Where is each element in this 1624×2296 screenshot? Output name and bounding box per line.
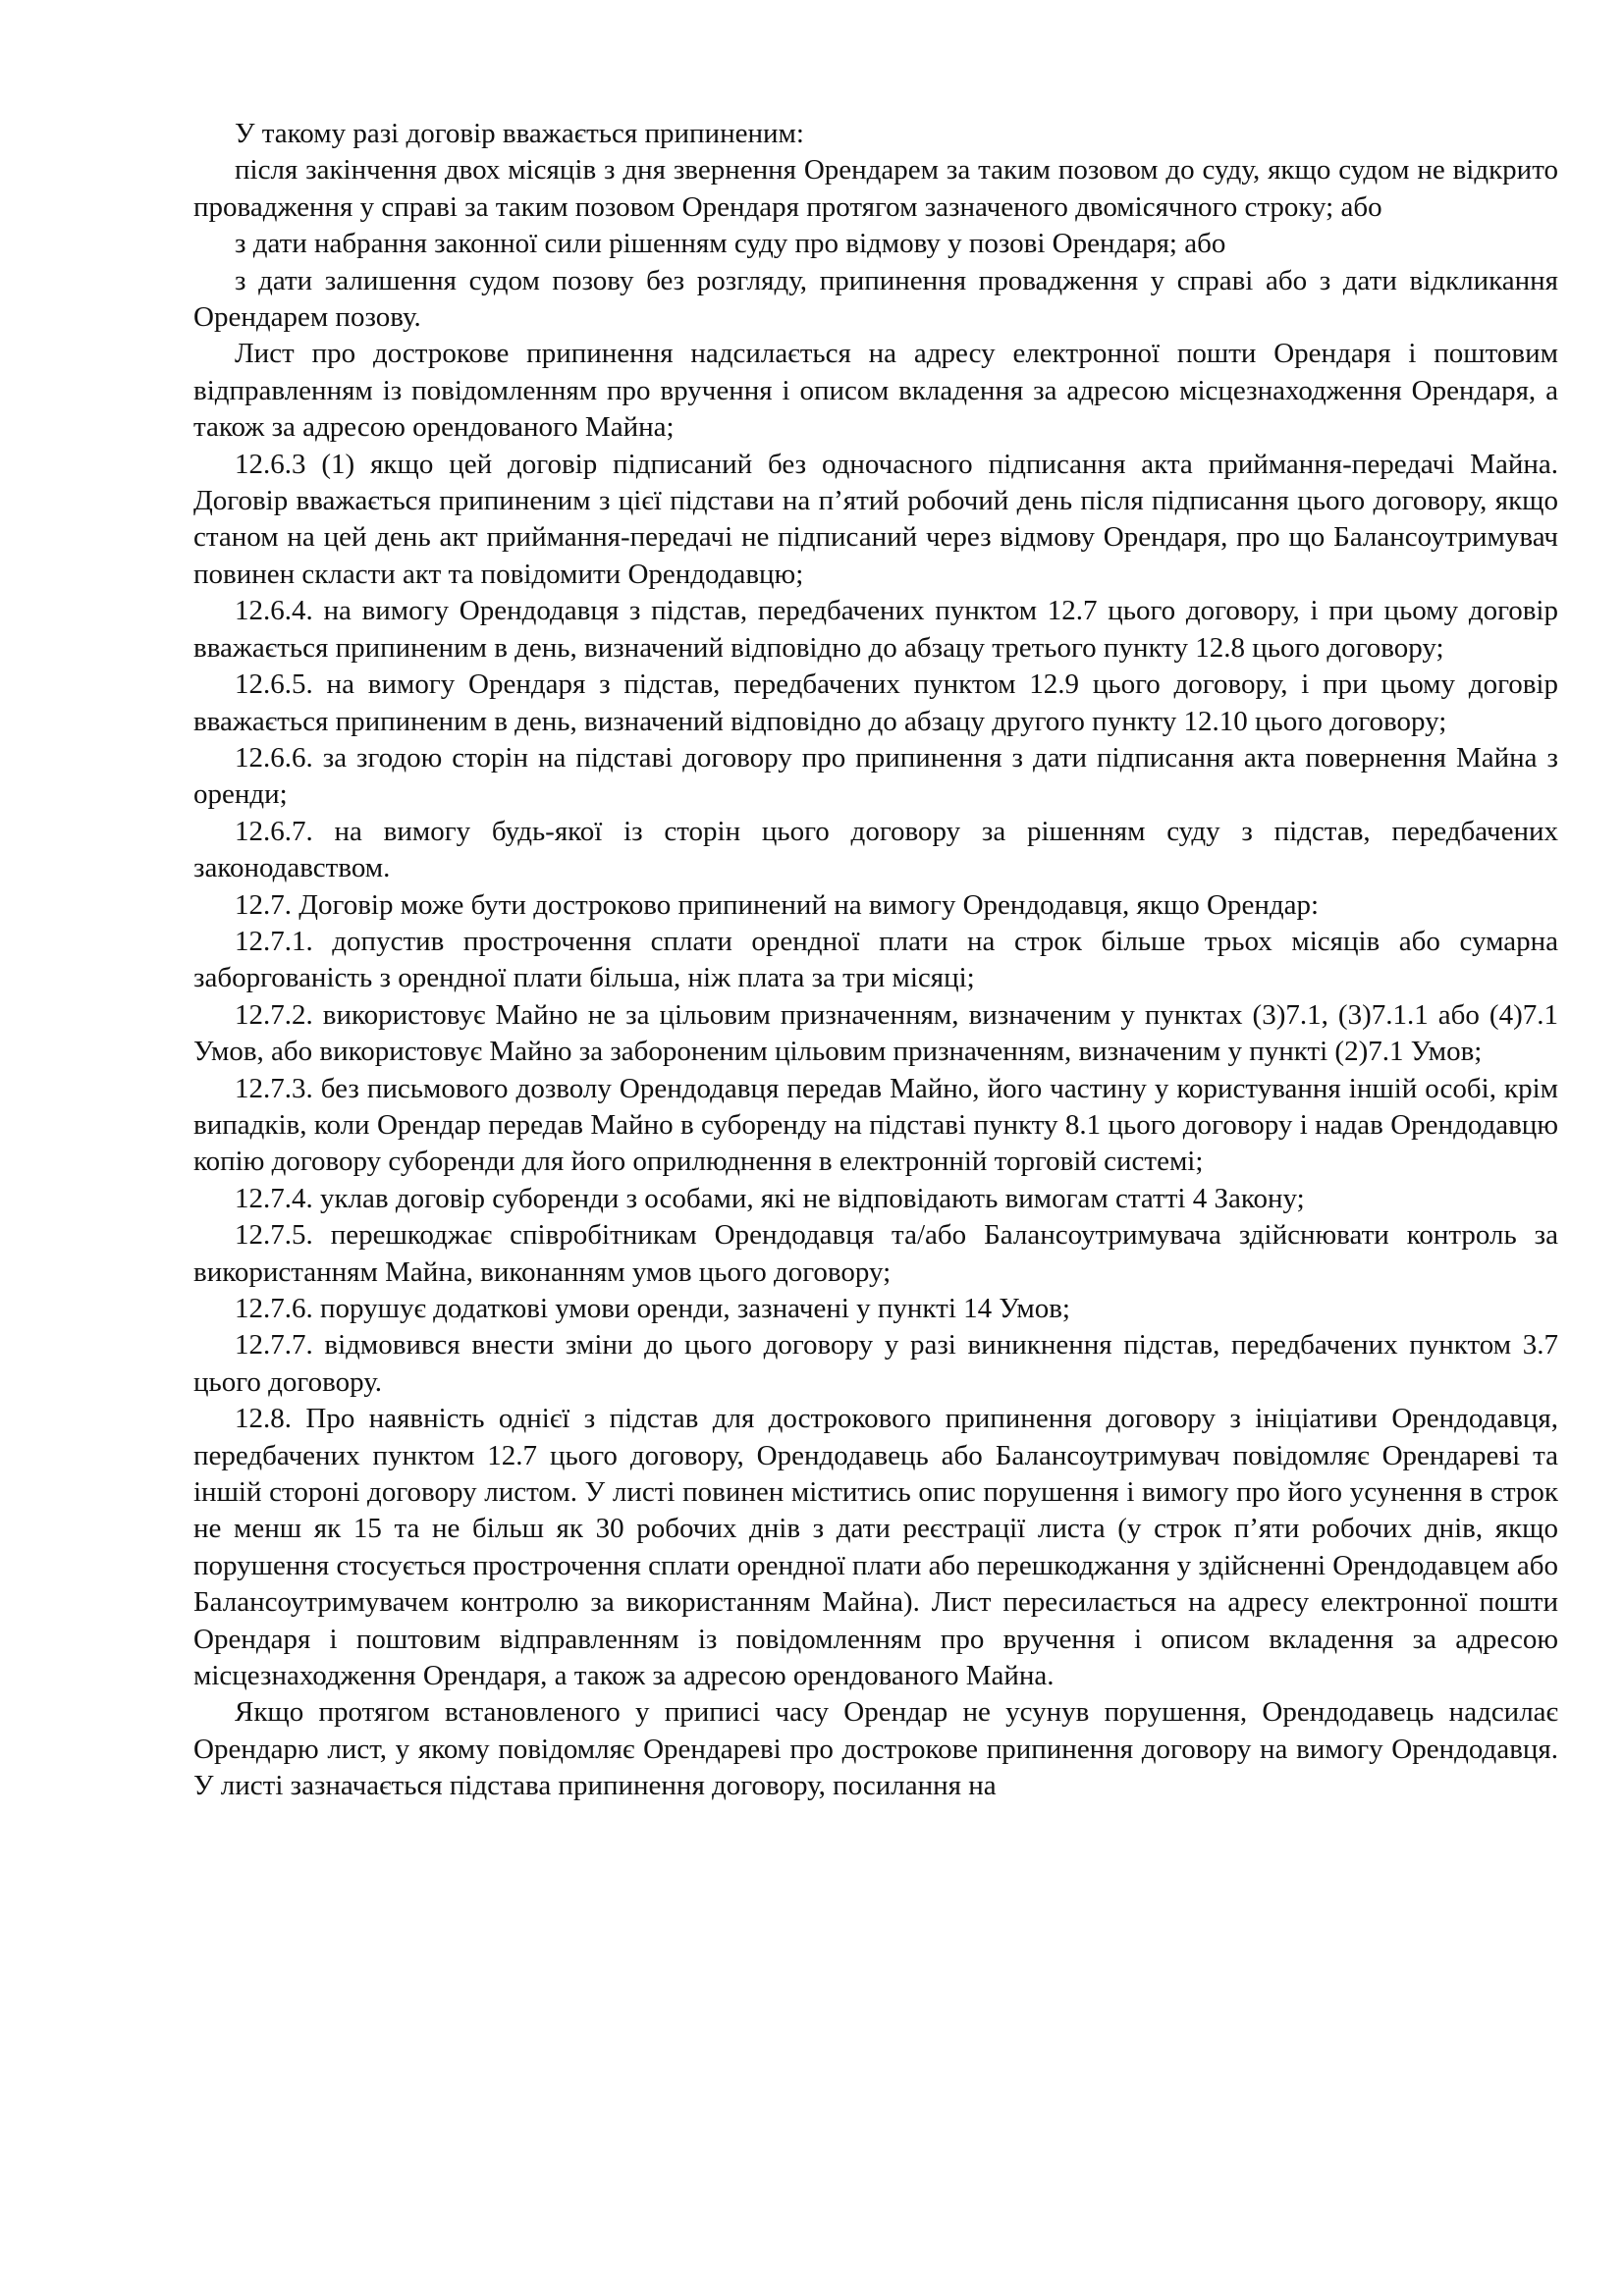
paragraph: 12.8. Про наявність однієї з підстав для дострокового припинення договору з ініціативи Орендодавця, передбачених пунктом 12.7 цього договору, Орендодавець або Балансоутримувач повідомляє Орендареві та іншій стороні договору листом. У листі повинен міститись опис порушення і вимогу про його усунення в строк не менш як 15 та не більш як 30 робочих днів з дати реєстрації листа (у строк п’яти робочих днів, якщо порушення стосується прострочення сплати орендної плати або перешкоджання у здійсненні Орендодавцем або Балансоутримувачем контролю за використанням Майна). Лист пересилається на адресу електронної пошти Орендаря і поштовим відправленням із повідомленням про вручення і описом вкладення за адресою місцезнаходження Орендаря, а також за адресою орендованого Майна. [193,1403,1558,1692]
paragraph: У такому разі договір вважається припиненим: [235,118,804,149]
paragraph: з дати набрання законної сили рішенням суду про відмову у позові Орендаря; або [235,228,1226,260]
paragraph: 12.6.7. на вимогу будь-якої із сторін цього договору за рішенням суду з підстав, передбачених законодавством. [193,815,1558,884]
paragraph: 12.6.6. за згодою сторін на підставі договору про припинення з дати підписання акта повернення Майна з оренди; [193,741,1558,811]
paragraph: 12.6.3 (1) якщо цей договір підписаний без одночасного підписання акта приймання-передачі Майна. Договір вважається припиненим з цієї підстави на п’ятий робочий день після підписання цього договору, якщо станом на цей день акт приймання-передачі не підписаний через відмову Орендаря, про що Балансоутримувач повинен скласти акт та повідомити Орендодавцю; [193,448,1558,590]
document-page [193,116,1558,1805]
paragraph: 12.7.6. порушує додаткові умови оренди, зазначені у пункті 14 Умов; [235,1293,1070,1324]
paragraph: 12.7.1. допустив прострочення сплати орендної плати на строк більше трьох місяців або сумарна заборгованість з орендної плати більша, ніж плата за три місяці; [193,925,1558,994]
paragraph: 12.7.4. уклав договір суборенди з особами, які не відповідають вимогам статті 4 Закону; [235,1182,1305,1214]
paragraph: з дати залишення судом позову без розгляду, припинення провадження у справі або з дати відкликання Орендарем позову. [193,264,1558,334]
paragraph: Лист про дострокове припинення надсилається на адресу електронної пошти Орендаря і поштовим відправленням із повідомленням про вручення і описом вкладення за адресою місцезнаходження Орендаря, а також за адресою орендованого Майна; [193,338,1558,444]
paragraph: 12.7.2. використовує Майно не за цільовим призначенням, визначеним у пунктах (3)7.1, (3)7.1.1 або (4)7.1 Умов, або використовує Майно за забороненим цільовим призначенням, визначеним у пункті (2)7.1 Умов; [193,998,1558,1068]
paragraph: 12.7.3. без письмового дозволу Орендодавця передав Майно, його частину у користування іншій особі, крім випадків, коли Орендар передав Майно в суборенду на підставі пункту 8.1 цього договору і надав Орендодавцю копію договору суборенди для його оприлюднення в електронній торговій системі; [193,1072,1558,1178]
paragraph: 12.7. Договір може бути достроково припинений на вимогу Орендодавця, якщо Орендар: [235,888,1320,921]
paragraph: після закінчення двох місяців з дня звернення Орендарем за таким позовом до суду, якщо судом не відкрито провадження у справі за таким позовом Орендаря протягом зазначеного двомісячного строку; або [193,154,1558,223]
paragraph: 12.6.4. на вимогу Орендодавця з підстав, передбачених пунктом 12.7 цього договору, і при цьому договір вважається припиненим в день, визначений відповідно до абзацу третього пункту 12.8 цього договору; [193,595,1558,664]
paragraph: 12.7.7. відмовився внести зміни до цього договору у разі виникнення підстав, передбачених пунктом 3.7 цього договору. [193,1329,1558,1398]
paragraph: 12.6.5. на вимогу Орендаря з підстав, передбачених пунктом 12.9 цього договору, і при цьому договір вважається припиненим в день, визначений відповідно до абзацу другого пункту 12.10 цього договору; [193,668,1558,737]
paragraph: 12.7.5. перешкоджає співробітникам Орендодавця та/або Балансоутримувача здійснювати контроль за використанням Майна, виконанням умов цього договору; [193,1219,1558,1288]
paragraph: Якщо протягом встановленого у приписі часу Орендар не усунув порушення, Орендодавець надсилає Орендарю лист, у якому повідомляє Орендареві про дострокове припинення договору на вимогу Орендодавця. У листі зазначається підстава припинення договору, посилання на [193,1696,1558,1802]
